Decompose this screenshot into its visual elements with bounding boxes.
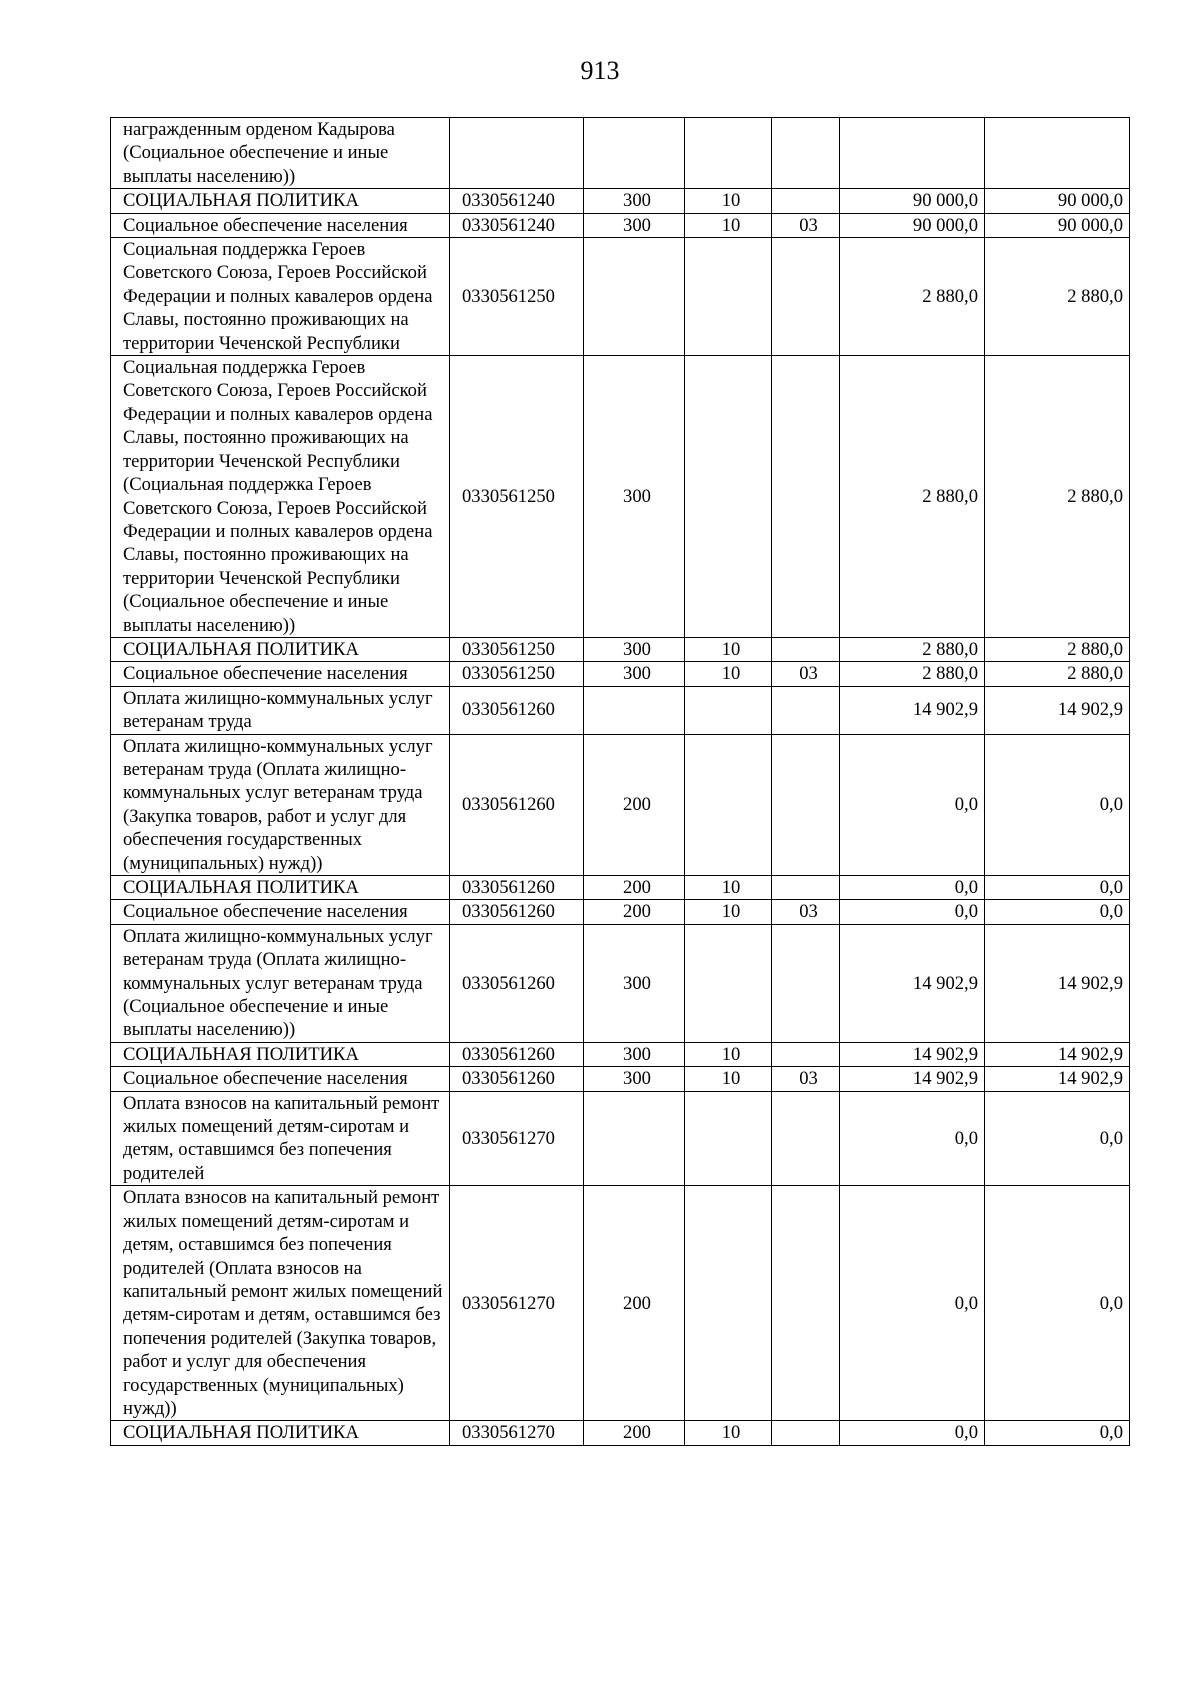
- row-expense-type: 200: [584, 1421, 685, 1445]
- row-expense-type: 300: [584, 356, 685, 638]
- row-name: Оплата жилищно-коммунальных услуг ветеранам труда: [111, 686, 450, 734]
- row-target-code: 0330561260: [450, 876, 584, 900]
- row-sum-first: 0,0: [840, 1186, 985, 1421]
- row-subsection: [772, 686, 840, 734]
- row-sum-first: 14 902,9: [840, 1042, 985, 1066]
- row-expense-type: [584, 686, 685, 734]
- row-subsection: [772, 118, 840, 189]
- row-expense-type: 300: [584, 924, 685, 1042]
- table-row: [111, 238, 1130, 356]
- table-row: [111, 356, 1130, 638]
- row-expense-type: 200: [584, 734, 685, 875]
- row-target-code: 0330561270: [450, 1091, 584, 1186]
- table-row: [111, 637, 1130, 661]
- row-sum-first: 14 902,9: [840, 1067, 985, 1091]
- row-subsection: 03: [772, 213, 840, 237]
- row-section: [685, 924, 772, 1042]
- row-sum-first: 0,0: [840, 1091, 985, 1186]
- row-name: награжденным орденом Кадырова (Социальное обеспечение и иные выплаты населению)): [111, 118, 450, 189]
- row-target-code: 0330561260: [450, 924, 584, 1042]
- row-section: 10: [685, 637, 772, 661]
- row-section: [685, 1091, 772, 1186]
- row-name: Социальная поддержка Героев Советского Союза, Героев Российской Федерации и полных кавалеров ордена Славы, постоянно проживающих на территории Чеченской Республики: [111, 238, 450, 356]
- table-row: [111, 213, 1130, 237]
- row-expense-type: [584, 1091, 685, 1186]
- row-name: Социальное обеспечение населения: [111, 1067, 450, 1091]
- row-name: Оплата жилищно-коммунальных услуг ветеранам труда (Оплата жилищно-коммунальных услуг ветеранам труда (Закупка товаров, работ и услуг для обеспечения государственных (муниципальных) нужд)): [111, 734, 450, 875]
- row-sum-first: 0,0: [840, 1421, 985, 1445]
- row-sum-second: 2 880,0: [985, 356, 1130, 638]
- row-sum-second: 0,0: [985, 876, 1130, 900]
- row-subsection: [772, 734, 840, 875]
- row-sum-first: 14 902,9: [840, 924, 985, 1042]
- table-row: [111, 686, 1130, 734]
- row-expense-type: 300: [584, 213, 685, 237]
- row-name: СОЦИАЛЬНАЯ ПОЛИТИКА: [111, 637, 450, 661]
- table-row: [111, 662, 1130, 686]
- row-section: 10: [685, 213, 772, 237]
- row-sum-first: 90 000,0: [840, 189, 985, 213]
- row-name: СОЦИАЛЬНАЯ ПОЛИТИКА: [111, 1042, 450, 1066]
- table-row: [111, 1042, 1130, 1066]
- row-subsection: 03: [772, 1067, 840, 1091]
- page-number: 913: [580, 56, 620, 85]
- row-target-code: 0330561240: [450, 189, 584, 213]
- row-subsection: [772, 189, 840, 213]
- row-name: СОЦИАЛЬНАЯ ПОЛИТИКА: [111, 876, 450, 900]
- row-section: [685, 238, 772, 356]
- row-expense-type: 300: [584, 637, 685, 661]
- row-section: [685, 1186, 772, 1421]
- row-sum-second: 90 000,0: [985, 189, 1130, 213]
- row-sum-second: 14 902,9: [985, 686, 1130, 734]
- row-sum-first: 14 902,9: [840, 686, 985, 734]
- row-section: 10: [685, 900, 772, 924]
- row-sum-second: 0,0: [985, 1421, 1130, 1445]
- row-expense-type: [584, 238, 685, 356]
- row-section: [685, 734, 772, 875]
- row-sum-first: 2 880,0: [840, 356, 985, 638]
- row-section: [685, 356, 772, 638]
- row-section: 10: [685, 662, 772, 686]
- row-section: 10: [685, 876, 772, 900]
- row-name: СОЦИАЛЬНАЯ ПОЛИТИКА: [111, 1421, 450, 1445]
- row-expense-type: 300: [584, 1042, 685, 1066]
- row-target-code: 0330561260: [450, 686, 584, 734]
- row-sum-second: 14 902,9: [985, 1042, 1130, 1066]
- row-subsection: 03: [772, 662, 840, 686]
- row-sum-second: 2 880,0: [985, 637, 1130, 661]
- row-name: Оплата жилищно-коммунальных услуг ветеранам труда (Оплата жилищно-коммунальных услуг ветеранам труда (Социальное обеспечение и иные выплаты населению)): [111, 924, 450, 1042]
- row-sum-first: 2 880,0: [840, 637, 985, 661]
- row-name: Социальное обеспечение населения: [111, 900, 450, 924]
- table-row: [111, 1186, 1130, 1421]
- row-sum-second: 14 902,9: [985, 924, 1130, 1042]
- row-target-code: 0330561260: [450, 1067, 584, 1091]
- row-target-code: 0330561240: [450, 213, 584, 237]
- row-target-code: 0330561260: [450, 1042, 584, 1066]
- row-name: Оплата взносов на капитальный ремонт жилых помещений детям-сиротам и детям, оставшимся без попечения родителей (Оплата взносов на капитальный ремонт жилых помещений детям-сиротам и детям, оставшимся без попечения родителей (Закупка товаров, работ и услуг для обеспечения государственных (муниципальных) нужд)): [111, 1186, 450, 1421]
- row-section: 10: [685, 1067, 772, 1091]
- row-expense-type: [584, 118, 685, 189]
- row-subsection: [772, 238, 840, 356]
- row-subsection: [772, 356, 840, 638]
- table-row: [111, 1091, 1130, 1186]
- row-target-code: 0330561250: [450, 637, 584, 661]
- row-sum-first: [840, 118, 985, 189]
- row-target-code: [450, 118, 584, 189]
- row-sum-second: 90 000,0: [985, 213, 1130, 237]
- row-sum-first: 0,0: [840, 900, 985, 924]
- row-name: Оплата взносов на капитальный ремонт жилых помещений детям-сиротам и детям, оставшимся без попечения родителей: [111, 1091, 450, 1186]
- row-expense-type: 200: [584, 900, 685, 924]
- row-sum-second: [985, 118, 1130, 189]
- table-row: [111, 1421, 1130, 1445]
- row-target-code: 0330561250: [450, 662, 584, 686]
- row-sum-first: 2 880,0: [840, 662, 985, 686]
- row-sum-first: 0,0: [840, 876, 985, 900]
- row-name: СОЦИАЛЬНАЯ ПОЛИТИКА: [111, 189, 450, 213]
- table-row: [111, 118, 1130, 189]
- row-sum-first: 90 000,0: [840, 213, 985, 237]
- row-sum-second: 0,0: [985, 1091, 1130, 1186]
- row-expense-type: 200: [584, 1186, 685, 1421]
- row-expense-type: 300: [584, 189, 685, 213]
- row-target-code: 0330561260: [450, 900, 584, 924]
- row-sum-second: 2 880,0: [985, 662, 1130, 686]
- table-row: [111, 734, 1130, 875]
- row-name: Социальное обеспечение населения: [111, 662, 450, 686]
- row-subsection: [772, 1091, 840, 1186]
- row-subsection: [772, 876, 840, 900]
- table-row: [111, 924, 1130, 1042]
- row-expense-type: 300: [584, 1067, 685, 1091]
- table-row: [111, 900, 1130, 924]
- row-target-code: 0330561260: [450, 734, 584, 875]
- row-name: Социальное обеспечение населения: [111, 213, 450, 237]
- row-target-code: 0330561250: [450, 238, 584, 356]
- row-subsection: 03: [772, 900, 840, 924]
- row-sum-first: 0,0: [840, 734, 985, 875]
- row-target-code: 0330561270: [450, 1421, 584, 1445]
- row-sum-first: 2 880,0: [840, 238, 985, 356]
- row-name: Социальная поддержка Героев Советского Союза, Героев Российской Федерации и полных кавалеров ордена Славы, постоянно проживающих на территории Чеченской Республики (Социальная поддержка Героев Советского Союза, Героев Российской Федерации и полных кавалеров ордена Славы, постоянно проживающих на территории Чеченской Республики (Социальное обеспечение и иные выплаты населению)): [111, 356, 450, 638]
- row-sum-second: 0,0: [985, 900, 1130, 924]
- row-subsection: [772, 924, 840, 1042]
- row-sum-second: 0,0: [985, 1186, 1130, 1421]
- row-section: 10: [685, 1042, 772, 1066]
- row-sum-second: 0,0: [985, 734, 1130, 875]
- row-section: 10: [685, 189, 772, 213]
- row-target-code: 0330561250: [450, 356, 584, 638]
- row-expense-type: 200: [584, 876, 685, 900]
- row-target-code: 0330561270: [450, 1186, 584, 1421]
- table-row: [111, 189, 1130, 213]
- row-sum-second: 2 880,0: [985, 238, 1130, 356]
- row-section: [685, 118, 772, 189]
- row-section: 10: [685, 1421, 772, 1445]
- row-expense-type: 300: [584, 662, 685, 686]
- row-subsection: [772, 637, 840, 661]
- table-row: [111, 1067, 1130, 1091]
- budget-table: [110, 117, 1130, 1446]
- row-sum-second: 14 902,9: [985, 1067, 1130, 1091]
- row-subsection: [772, 1042, 840, 1066]
- row-subsection: [772, 1421, 840, 1445]
- row-subsection: [772, 1186, 840, 1421]
- row-section: [685, 686, 772, 734]
- table-row: [111, 876, 1130, 900]
